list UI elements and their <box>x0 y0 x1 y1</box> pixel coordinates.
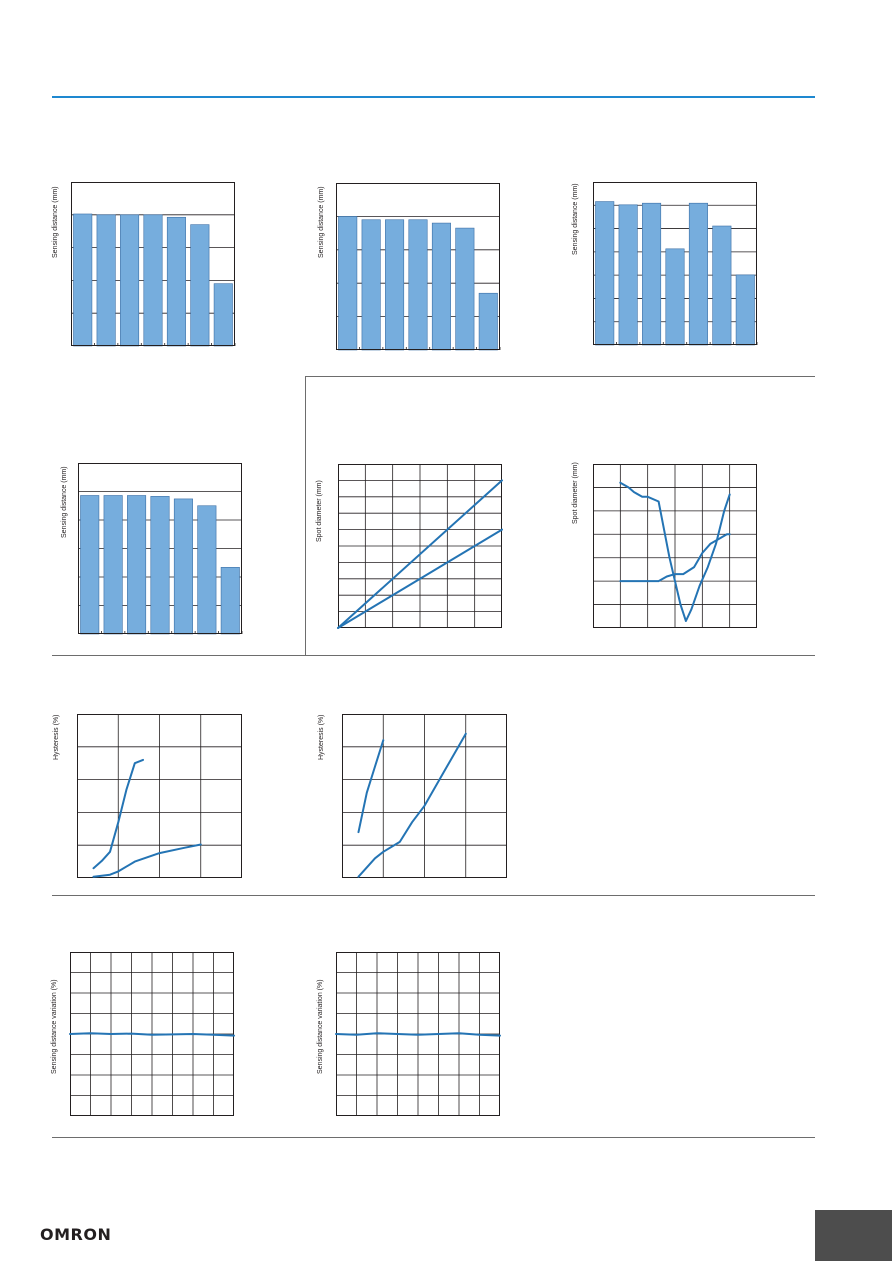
bar <box>666 249 684 345</box>
spot-section-rule <box>305 376 815 377</box>
spot-diameter-chart-1 <box>338 464 502 628</box>
bar <box>214 284 232 346</box>
hyst2-ylabel: Hysteresis (%) <box>318 714 325 760</box>
bar <box>120 215 138 346</box>
bar <box>362 220 380 350</box>
bar <box>74 214 92 346</box>
bar <box>432 223 450 350</box>
bar1-ylabel: Sensing distance (mm) <box>52 186 59 258</box>
bar <box>642 203 660 345</box>
bar-chart-4 <box>78 463 242 634</box>
bar3-ylabel: Sensing distance (mm) <box>572 183 579 255</box>
bar <box>191 225 209 346</box>
page-tab <box>815 1210 892 1261</box>
bar <box>339 216 357 350</box>
bar <box>104 495 122 634</box>
bar <box>97 215 115 346</box>
temperature-chart-2 <box>336 952 500 1116</box>
bar <box>385 220 403 350</box>
spot-section-divider <box>305 376 306 656</box>
temp2-ylabel: Sensing distance variation (%) <box>317 979 324 1074</box>
series-line <box>359 734 466 877</box>
temperature-chart-1 <box>70 952 234 1116</box>
temp1-ylabel: Sensing distance variation (%) <box>51 979 58 1074</box>
bar-chart-1 <box>71 182 235 346</box>
section-divider-3 <box>52 1137 815 1138</box>
section-divider-2 <box>52 895 815 896</box>
bar <box>619 205 637 345</box>
hysteresis-chart-2 <box>342 714 507 878</box>
bar <box>713 226 731 345</box>
omron-logo: OMRON <box>40 1225 112 1244</box>
bar <box>127 495 145 634</box>
spot2-ylabel: Spot diameter (mm) <box>572 462 579 524</box>
spot1-ylabel: Spot diameter (mm) <box>316 480 323 542</box>
bar <box>198 506 216 634</box>
bar <box>409 220 427 350</box>
hysteresis-chart-1 <box>77 714 242 878</box>
bar <box>151 496 169 634</box>
bar <box>174 499 192 634</box>
bar2-ylabel: Sensing distance (mm) <box>318 186 325 258</box>
bar <box>736 275 754 345</box>
bar <box>167 217 185 346</box>
bar <box>479 293 497 350</box>
bar <box>456 228 474 350</box>
section-divider-1 <box>52 655 815 656</box>
header-rule <box>52 96 815 98</box>
bar4-ylabel: Sensing distance (mm) <box>61 466 68 538</box>
bar <box>144 215 162 346</box>
series-line <box>94 845 201 877</box>
series-line <box>359 740 384 832</box>
bar-chart-2 <box>336 183 500 350</box>
bar <box>596 202 614 345</box>
bar <box>689 203 707 345</box>
bar <box>221 567 239 634</box>
hyst1-ylabel: Hysteresis (%) <box>53 714 60 760</box>
bar <box>81 495 99 634</box>
bar-chart-3 <box>593 182 757 345</box>
spot-diameter-chart-2 <box>593 464 757 628</box>
